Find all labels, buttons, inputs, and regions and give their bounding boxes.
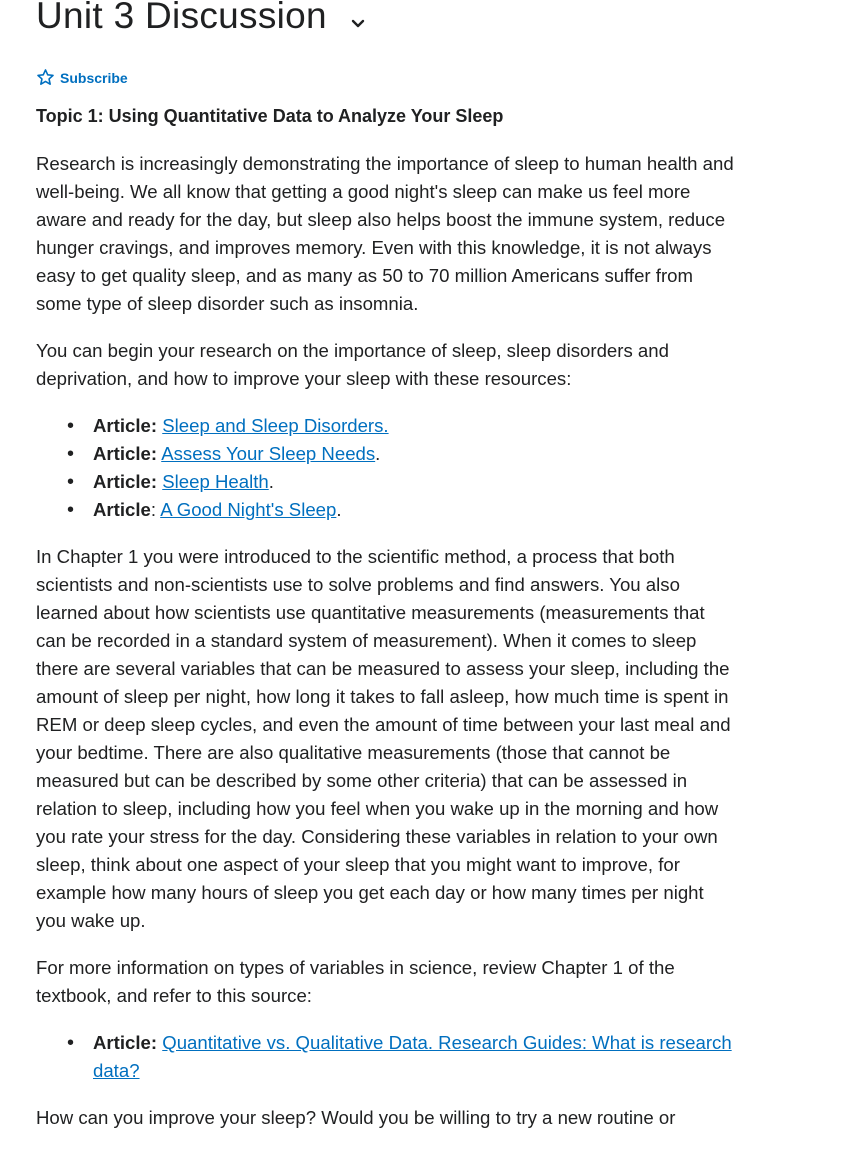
- article-label: Article: [93, 499, 151, 520]
- article-label: Article:: [93, 415, 158, 436]
- article-label: Article:: [93, 471, 158, 492]
- article-label: Article:: [93, 1032, 158, 1053]
- source-list: [36, 1029, 736, 1085]
- link-sleep-and-sleep-disorders[interactable]: Sleep and Sleep Disorders.: [162, 415, 389, 436]
- resource-list: [36, 412, 736, 524]
- link-assess-your-sleep-needs[interactable]: Assess Your Sleep Needs: [161, 443, 376, 464]
- intro-paragraph: Research is increasingly demonstrating the importance of sleep to human health and well-being. We all know that getting a good night's sleep can make us feel more aware and ready for the day, but sleep also helps boost the immune system, reduce hunger cravings, and improves memory. Even with this knowledge, it is not always easy to get quality sleep, and as many as 50 to 70 million Americans suffer from some type of sleep disorder such as insomnia.: [36, 153, 734, 314]
- variables-info-paragraph: For more information on types of variables in science, review Chapter 1 of the textbook, and refer to this source:: [36, 957, 675, 1006]
- list-item: [93, 496, 736, 524]
- subscribe-button[interactable]: [36, 68, 128, 87]
- list-item: [93, 412, 736, 440]
- resources-intro-paragraph: You can begin your research on the importance of sleep, sleep disorders and deprivation, and how to improve your sleep with these resources:: [36, 340, 669, 389]
- list-item-punctuation: .: [375, 443, 381, 464]
- list-item-punctuation: .: [268, 471, 274, 492]
- topic-heading: Topic 1: Using Quantitative Data to Analyze Your Sleep: [36, 106, 504, 126]
- title-row: [36, 0, 369, 46]
- scientific-method-paragraph: In Chapter 1 you were introduced to the scientific method, a process that both scientists and non-scientists use to solve problems and find answers. You also learned about how scientists use quantitative measurements (measurements that can be recorded in a standard system of measurement). When it comes to sleep there are several variables that can be measured to assess your sleep, including the amount of sleep per night, how long it takes to fall asleep, how much time is spent in REM or deep sleep cycles, and even the amount of time between your last meal and your bedtime. There are also qualitative measurements (those that cannot be measured but can be described by some other criteria) that can be assessed in relation to sleep, including how you feel when you wake up in the morning and how you rate your stress for the day. Considering these variables in relation to your own sleep, think about one aspect of your sleep that you might want to improve, for example how many hours of sleep you get each day or how many times per night you wake up.: [36, 546, 731, 931]
- list-item: [93, 468, 736, 496]
- subscribe-label: Subscribe: [60, 69, 128, 86]
- link-quantitative-vs-qualitative-data[interactable]: Quantitative vs. Qualitative Data. Research Guides: What is research data?: [93, 1032, 732, 1081]
- title-menu-button[interactable]: [347, 13, 369, 35]
- article-colon: :: [150, 499, 157, 520]
- list-item: [93, 440, 736, 468]
- star-icon: [36, 68, 55, 87]
- list-item: [93, 1029, 736, 1085]
- article-label: Article:: [93, 443, 158, 464]
- discussion-body: [36, 150, 736, 1151]
- closing-paragraph: How can you improve your sleep? Would you be willing to try a new routine or: [36, 1107, 676, 1128]
- chevron-down-icon: [351, 19, 365, 29]
- link-sleep-health[interactable]: Sleep Health: [162, 471, 269, 492]
- page-title: Unit 3 Discussion: [36, 0, 327, 36]
- list-item-punctuation: .: [336, 499, 342, 520]
- link-a-good-nights-sleep[interactable]: A Good Night's Sleep: [160, 499, 337, 520]
